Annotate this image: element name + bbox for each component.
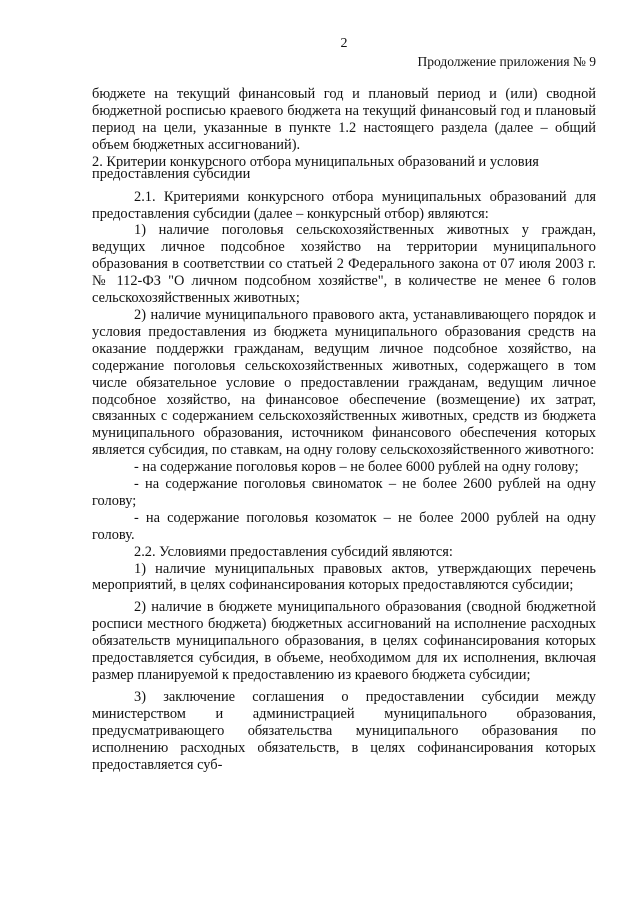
document-page (92, 36, 596, 773)
rate-goats: - на содержание поголовья козоматок – не более 2000 рублей на одну голову. (92, 509, 596, 543)
rate-cows: - на содержание поголовья коров – не более 6000 рублей на одну голову; (134, 459, 579, 476)
paragraph-2-1-item-1: 1) наличие поголовья сельскохозяйственных животных у граждан, ведущих личное подсобное хозяйство на территории муниципального образования в соответствии со статьей 2 Федерального закона от 07 июля 2003 г. № 112-ФЗ "О личном подсобном хозяйстве", в количестве не менее 6 голов сельскохозяйственных животных; (92, 222, 596, 307)
appendix-label: Продолжение приложения № 9 (417, 54, 596, 69)
paragraph-2-2-item-1: 1) наличие муниципальных правовых актов, утверждающих перечень мероприятий, в целях софинансирования которых предоставляются субсидии; (92, 560, 596, 594)
paragraph-2-2-item-2: 2) наличие в бюджете муниципального образования (сводной бюджетной росписи местного бюджета) бюджетных ассигнований на исполнение расходных обязательств муниципального образования, в целях софинансирования которых предоставляется субсидия, в объеме, необходимом для их исполнения, включая размер планируемой к предоставлению из краевого бюджета субсидии; (92, 599, 596, 683)
paragraph-2-2: 2.2. Условиями предоставления субсидий являются: (134, 543, 453, 560)
page-number: 2 (340, 36, 348, 51)
paragraph-2-2-item-3: 3) заключение соглашения о предоставлении субсидии между министерством и администрацией муниципального образования, предусматривающего обязательства муниципального образования по исполнению расходных обязательств, в целях софинансирования которых предоставляется суб- (92, 688, 596, 773)
paragraph-2-1-item-2: 2) наличие муниципального правового акта, устанавливающего порядок и условия предоставления из бюджета муниципального образования средств на оказание поддержки гражданам, ведущим личное подсобное хозяйство, на содержание поголовья сельскохозяйственных животных, содержащего в том числе обязательное условие о предоставлении гражданам, ведущим личное подсобное хозяйство, на финансовое обеспечение (возмещение) их затрат, связанных с содержанием сельскохозяйственных животных, средств из бюджета муниципального образования, источником финансового обеспечения которых является субсидия, по ставкам, на одну голову сельскохозяйственного животного: (92, 306, 596, 459)
paragraph-budget-continuation: бюджете на текущий финансовый год и плановый период и (или) сводной бюджетной росписью краевого бюджета на текущий финансовый год и плановый период на цели, указанные в пункте 1.2 настоящего раздела (далее – общий объем бюджетных ассигнований). (92, 86, 596, 153)
rate-sows: - на содержание поголовья свиноматок – не более 2600 рублей на одну голову; (92, 476, 596, 509)
paragraph-2-1: 2.1. Критериями конкурсного отбора муниципальных образований для предоставления субсидии (далее – конкурсный отбор) являются: (92, 188, 596, 222)
section-heading-2: 2. Критерии конкурсного отбора муниципальных образований и условия предоставления субсидии (92, 153, 539, 183)
